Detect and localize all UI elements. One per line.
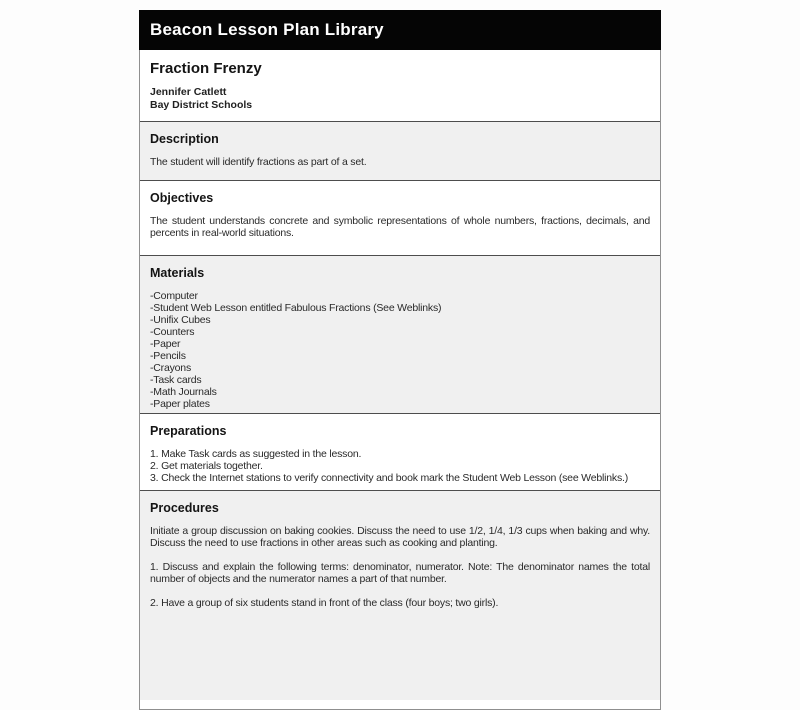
list-item: 1. Make Task cards as suggested in the lesson.: [150, 448, 362, 460]
procedure-paragraph: 1. Discuss and explain the following terms: denominator, numerator. Note: The denominator names the total number of objects and the numerator names a part of that number.: [150, 561, 650, 585]
list-item: -Task cards: [150, 374, 202, 386]
section-description: [140, 121, 660, 180]
section-objectives: [140, 180, 660, 255]
list-item: -Pencils: [150, 350, 186, 362]
section-preparations-heading: Preparations: [150, 424, 227, 438]
site-header-title: Beacon Lesson Plan Library: [150, 20, 384, 39]
list-item: -Counters: [150, 326, 195, 338]
list-item: 2. Get materials together.: [150, 460, 263, 472]
lesson-authors: [150, 86, 650, 112]
section-description-heading: Description: [150, 132, 219, 146]
list-item: -Paper plates: [150, 398, 210, 410]
preparations-list: [150, 448, 650, 484]
list-item: -Student Web Lesson entitled Fabulous Fractions (See Weblinks): [150, 302, 442, 314]
list-item: -Unifix Cubes: [150, 314, 211, 326]
section-preparations: [140, 413, 660, 490]
author-organization: Bay District Schools: [150, 99, 253, 111]
section-materials-heading: Materials: [150, 266, 205, 280]
procedures-paragraphs: [150, 525, 650, 609]
section-objectives-heading: Objectives: [150, 191, 214, 205]
lesson-plan-page: [139, 10, 661, 710]
procedure-paragraph: 2. Have a group of six students stand in front of the class (four boys; two girls).: [150, 597, 499, 609]
author-name: Jennifer Catlett: [150, 86, 227, 98]
section-procedures: [140, 490, 660, 700]
lesson-title: Fraction Frenzy: [150, 60, 262, 77]
list-item: -Computer: [150, 290, 198, 302]
list-item: -Paper: [150, 338, 181, 350]
section-description-body: The student will identify fractions as part of a set.: [150, 156, 367, 168]
lesson-title-block: [140, 50, 660, 121]
materials-list: [150, 290, 650, 410]
section-objectives-body: The student understands concrete and symbolic representations of whole numbers, fractions, decimals, and percents in real-world situations.: [150, 215, 650, 239]
list-item: 3. Check the Internet stations to verify connectivity and book mark the Student Web Lesson (see Weblinks.): [150, 472, 629, 484]
site-header-bar: [139, 10, 661, 50]
procedure-paragraph: Initiate a group discussion on baking cookies. Discuss the need to use 1/2, 1/4, 1/3 cups when baking and why. Discuss the need to use fractions in other areas such as cooking and planting.: [150, 525, 650, 549]
list-item: -Math Journals: [150, 386, 217, 398]
list-item: -Crayons: [150, 362, 191, 374]
section-materials: [140, 255, 660, 413]
section-procedures-heading: Procedures: [150, 501, 219, 515]
